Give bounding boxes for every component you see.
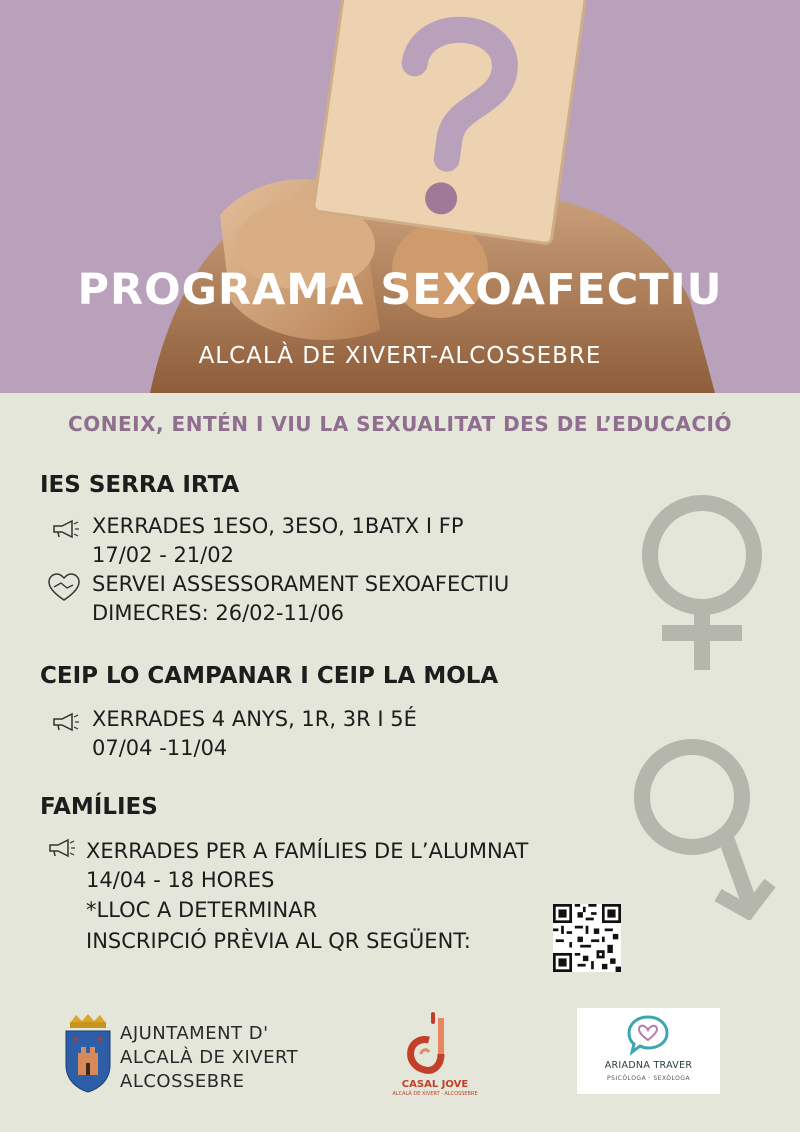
- page-title: PROGRAMA SEXOAFECTIU: [77, 265, 723, 315]
- page-subtitle: ALCALÀ DE XIVERT-ALCOSSEBRE: [198, 343, 602, 369]
- ariadna-profession: PSICÒLOGA · SEXÒLOGA: [606, 1075, 691, 1082]
- ajuntament-coat-of-arms-logo: [62, 1013, 114, 1093]
- ajuntament-line-2: ALCALÀ DE XIVERT: [120, 1047, 299, 1068]
- ies-service-dates: DIMECRES: 26/02-11/06: [92, 601, 344, 625]
- ies-talks-line: XERRADES 1ESO, 3ESO, 1BATX I FP: [92, 514, 464, 538]
- qr-code[interactable]: [553, 904, 621, 972]
- megaphone-icon: [50, 519, 80, 539]
- casal-jove-title: CASAL JOVE: [401, 1079, 469, 1090]
- ajuntament-line-1: AJUNTAMENT D': [120, 1023, 269, 1044]
- ies-talks-dates: 17/02 - 21/02: [92, 543, 234, 567]
- megaphone-icon: [46, 838, 76, 858]
- tagline: CONEIX, ENTÉN I VIU LA SEXUALITAT DES DE L’EDUCACIÓ: [68, 412, 732, 436]
- male-symbol-icon: [630, 735, 790, 920]
- families-talks-line: XERRADES PER A FAMÍLIES DE L’ALUMNAT: [86, 839, 529, 863]
- heart-handshake-icon: [47, 573, 81, 603]
- families-talks-location: *LLOC A DETERMINAR: [86, 898, 318, 922]
- speech-heart-icon: [625, 1014, 671, 1056]
- families-talks-registration: INSCRIPCIÓ PRÈVIA AL QR SEGÜENT:: [86, 929, 471, 953]
- wooden-figure-question-mark-image: [0, 0, 800, 393]
- ariadna-traver-logo: [577, 1008, 720, 1094]
- female-symbol-icon: [630, 495, 790, 675]
- ceip-talks-line: XERRADES 4 ANYS, 1R, 3R I 5É: [92, 707, 417, 731]
- section-title-ies-serra-irta: IES SERRA IRTA: [40, 472, 240, 498]
- section-title-ceip: CEIP LO CAMPANAR I CEIP LA MOLA: [40, 663, 499, 689]
- ajuntament-line-3: ALCOSSEBRE: [120, 1071, 245, 1092]
- ies-service-line: SERVEI ASSESSORAMENT SEXOAFECTIU: [92, 572, 510, 596]
- families-talks-time: 14/04 - 18 HORES: [86, 868, 275, 892]
- casal-jove-logo: [405, 1010, 461, 1074]
- ceip-talks-dates: 07/04 -11/04: [92, 736, 228, 760]
- hero-banner: [0, 0, 800, 393]
- ariadna-name: ARIADNA TRAVER: [604, 1060, 693, 1071]
- section-title-families: FAMÍLIES: [40, 794, 158, 820]
- megaphone-icon: [50, 712, 80, 732]
- casal-jove-subtitle: ALCALÀ DE XIVERT · ALCOSSEBRE: [392, 1091, 478, 1097]
